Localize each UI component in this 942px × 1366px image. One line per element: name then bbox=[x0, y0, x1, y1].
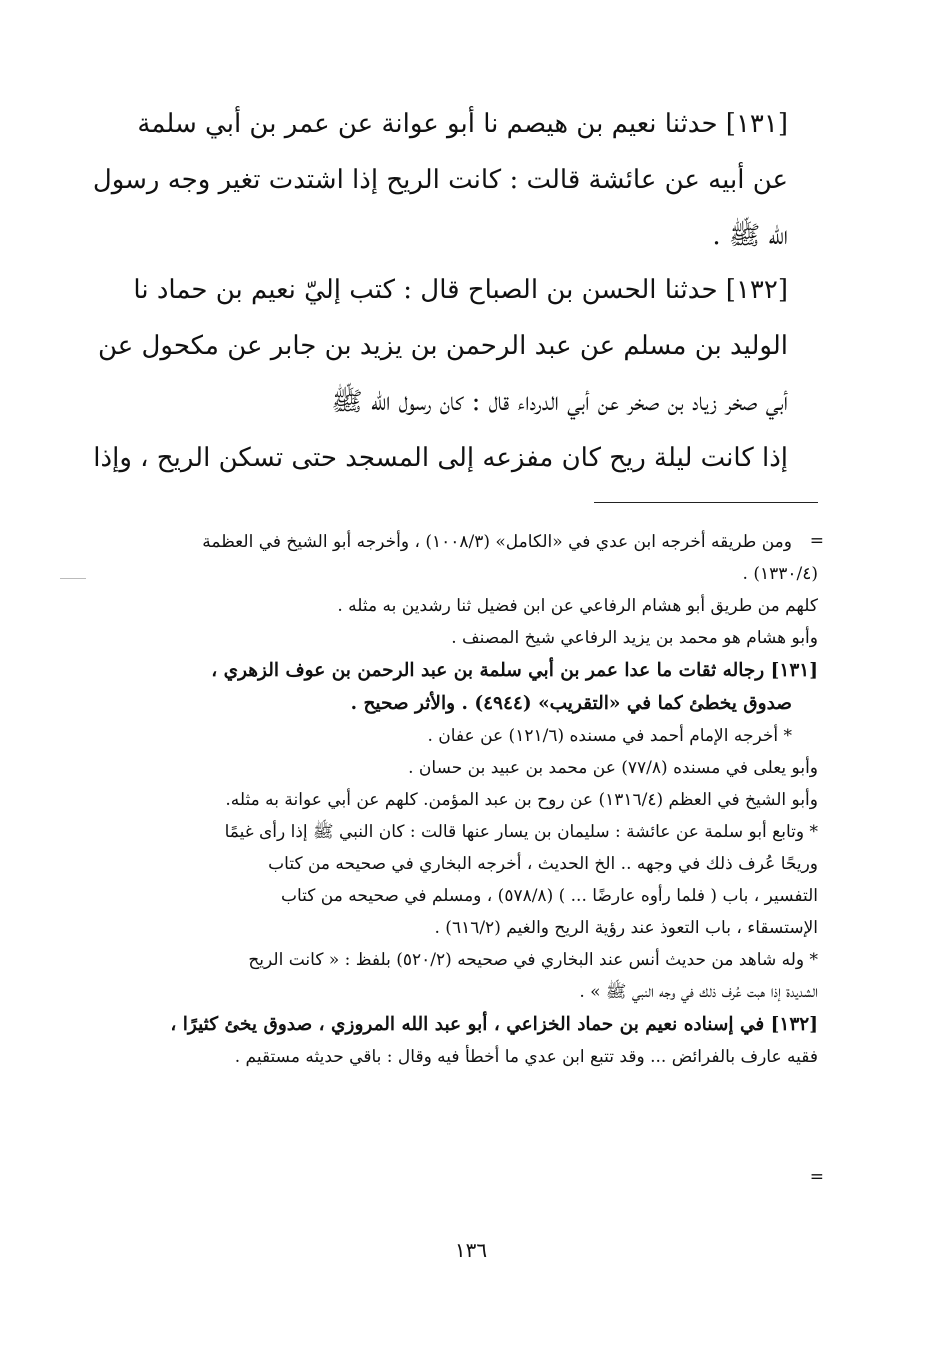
paragraph-131 bbox=[92, 96, 788, 264]
footnote-line: * أخرجه الإمام أحمد في مسنده (١٢١/٦) عن عفان . bbox=[427, 726, 792, 746]
footnote-line: (١٣٣٠/٤) . bbox=[742, 564, 818, 584]
footnote-line: الشديدة إذا هبت عُرف ذلك في وجه النبي ﷺ » . bbox=[579, 982, 818, 1002]
footnote-line: * وتابع أبو سلمة عن عائشة : سليمان بن يسار عنها قالت : كان النبي ﷺ إذا رأى غيمًا bbox=[224, 822, 818, 842]
continues-marker: = bbox=[809, 1167, 824, 1187]
footnote-line: ومن طريقه أخرجه ابن عدي في «الكامل» (١٠٠٨/٣) ، وأخرجه أبو الشيخ في العظمة bbox=[202, 532, 792, 552]
paragraph-132 bbox=[93, 262, 788, 486]
footnote-line: وأبو يعلى في مسنده (٧٧/٨) عن محمد بن عبيد بن حسان . bbox=[408, 758, 818, 778]
footnote-heading-132: [١٣٢] في إسناده نعيم بن حماد الخزاعي ، أبو عبد الله المروزي ، صدوق يخئ كثيرًا ، bbox=[170, 1014, 818, 1035]
main-text-line: [١٣١] حدثنا نعيم بن هيصم نا أبو عوانة عن عمر بن أبي سلمة bbox=[137, 109, 788, 139]
footnote-line: كلهم من طريق أبو هشام الرفاعي عن ابن فضيل ثنا رشدين به مثله . bbox=[337, 596, 818, 616]
main-text-line: [١٣٢] حدثنا الحسن بن الصباح قال : كتب إليّ نعيم بن حماد نا bbox=[133, 275, 788, 305]
footnotes bbox=[108, 526, 818, 1073]
footnote-heading-131: [١٣١] رجاله ثقات ما عدا عمر بن أبي سلمة بن عبد الرحمن بن عوف الزهري ، bbox=[211, 660, 818, 681]
main-text-line: إذا كانت ليلة ريح كان مفزعه إلى المسجد حتى تسكن الريح ، وإذا bbox=[93, 443, 788, 473]
footnote-line: صدوق يخطئ كما في «التقريب» (٤٩٤٤) . والأثر صحيح . bbox=[350, 693, 792, 714]
footnote-line: فقيه عارف بالفرائض ... وقد تتبع ابن عدي ما أخطأ فيه وقال : باقي حديثه مستقيم . bbox=[234, 1047, 818, 1067]
footnote-line: وريحًا عُرف ذلك في وجهه .. الخ الحديث ، أخرجه البخاري في صحيحه من كتاب bbox=[268, 854, 818, 874]
main-text-line: الوليد بن مسلم عن عبد الرحمن بن يزيد بن جابر عن مكحول عن bbox=[97, 331, 788, 361]
continued-marker: = bbox=[809, 531, 824, 551]
footnote-line: التفسير ، باب ( فلما رأوه عارضًا ... ) (٥٧٨/٨) ، ومسلم في صحيحه من كتاب bbox=[280, 886, 818, 906]
page-number: ١٣٦ bbox=[454, 1238, 488, 1262]
margin-mark bbox=[60, 578, 86, 579]
footnote-line: وأبو هشام هو محمد بن يزيد الرفاعي شيخ المصنف . bbox=[451, 628, 818, 648]
footnote-line: الإستسقاء ، باب التعوذ عند رؤية الريح والغيم (٦١٦/٢) . bbox=[434, 918, 818, 938]
footnote-line: * وله شاهد من حديث أنس عند البخاري في صحيحه (٥٢٠/٢) بلفظ : « كانت الريح bbox=[248, 950, 818, 970]
main-text-line: عن أبيه عن عائشة قالت : كانت الريح إذا اشتدت تغير وجه رسول bbox=[92, 165, 788, 195]
main-text-line: أبي صخر زياد بن صخر عن أبي الدرداء قال : كان رسول الله ﷺ bbox=[331, 387, 788, 417]
main-text-line: الله ﷺ . bbox=[712, 221, 788, 251]
footnote-separator bbox=[594, 502, 818, 503]
footnote-line: وأبو الشيخ في العظم (١٣١٦/٤) عن روح بن عبد المؤمن. كلهم عن أبي عوانة به مثله. bbox=[225, 790, 818, 810]
